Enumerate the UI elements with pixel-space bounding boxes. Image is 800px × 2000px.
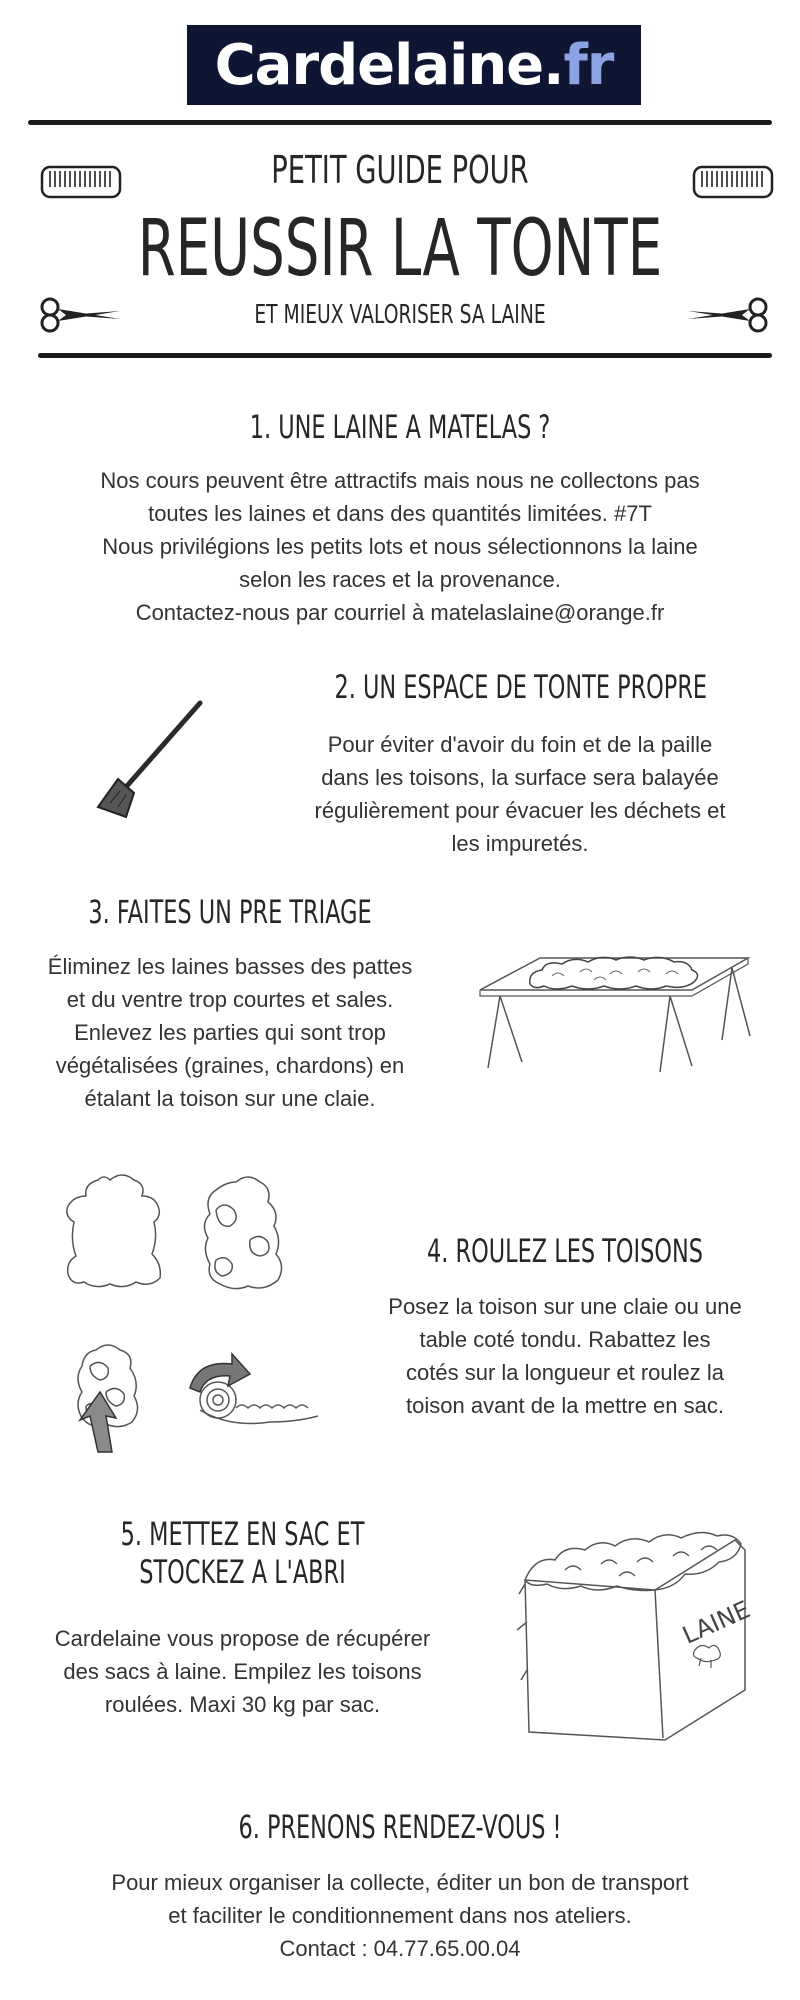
section-1-title: 1. UNE LAINE A MATELAS ? bbox=[249, 408, 551, 446]
scissors-icon bbox=[686, 295, 770, 335]
broom-icon bbox=[90, 695, 210, 825]
title-line: STOCKEZ A L'ABRI bbox=[139, 1553, 346, 1592]
fleece-rolling-illustration bbox=[50, 1160, 340, 1505]
text-line: toutes les laines et dans des quantités limitées. #7T bbox=[148, 501, 652, 526]
text-line: les impuretés. bbox=[451, 831, 589, 856]
phone-link[interactable]: Contact : 04.77.65.00.04 bbox=[279, 1936, 521, 1961]
page-title: REUSSIR LA TONTE bbox=[137, 204, 663, 294]
text-line: Posez la toison sur une claie ou une bbox=[388, 1294, 742, 1319]
text-line: Éliminez les laines basses des pattes bbox=[47, 954, 413, 979]
bag-label: LAINE bbox=[678, 1595, 755, 1650]
section-1-body bbox=[0, 464, 800, 629]
section-4-body bbox=[345, 1290, 785, 1422]
header-top-rule bbox=[28, 120, 772, 125]
text-line: Cardelaine vous propose de récupérer bbox=[54, 1626, 431, 1651]
scissors-icon bbox=[38, 295, 122, 335]
text-line: Nous privilégions les petits lots et nous sélectionnons la laine bbox=[102, 534, 698, 559]
text-line: végétalisées (graines, chardons) en bbox=[55, 1053, 405, 1078]
header-subtitle-top: PETIT GUIDE POUR bbox=[271, 148, 529, 192]
text-line: Nos cours peuvent être attractifs mais nous ne collectons pas bbox=[100, 468, 700, 493]
section-3-title: 3. FAITES UN PRE TRIAGE bbox=[88, 893, 372, 931]
section-4-title: 4. ROULEZ LES TOISONS bbox=[427, 1232, 703, 1270]
brand-tld: fr bbox=[563, 32, 614, 98]
header-bottom-rule bbox=[38, 353, 772, 358]
section-3-body bbox=[0, 950, 460, 1115]
section-2-body bbox=[255, 728, 785, 860]
comb-icon bbox=[692, 165, 774, 201]
text-line: Pour éviter d'avoir du foin et de la paille bbox=[327, 732, 713, 757]
section-5-title bbox=[73, 1515, 413, 1592]
wool-bag-illustration bbox=[505, 1520, 775, 1750]
text-line: roulées. Maxi 30 kg par sac. bbox=[104, 1692, 381, 1717]
brand-name: Cardelaine. bbox=[214, 32, 564, 98]
text-line: des sacs à laine. Empilez les toisons bbox=[63, 1659, 422, 1684]
email-link[interactable]: Contactez-nous par courriel à matelaslaine@orange.fr bbox=[135, 600, 665, 625]
text-line: étalant la toison sur une claie. bbox=[84, 1086, 376, 1111]
text-line: et du ventre trop courtes et sales. bbox=[66, 987, 394, 1012]
section-6-title: 6. PRENONS RENDEZ-VOUS ! bbox=[238, 1808, 562, 1846]
fleece-on-table-illustration bbox=[470, 940, 760, 1085]
text-line: régulièrement pour évacuer les déchets et bbox=[314, 798, 726, 823]
text-line: Enlevez les parties qui sont trop bbox=[74, 1020, 386, 1045]
text-line: cotés sur la longueur et roulez la bbox=[406, 1360, 724, 1385]
text-line: et faciliter le conditionnement dans nos ateliers. bbox=[168, 1903, 632, 1928]
text-line: toison avant de la mettre en sac. bbox=[406, 1393, 724, 1418]
header-subtitle-bottom: ET MIEUX VALORISER SA LAINE bbox=[254, 300, 546, 330]
section-6-body bbox=[0, 1866, 800, 1965]
section-5-body bbox=[0, 1622, 485, 1721]
text-line: dans les toisons, la surface sera balayée bbox=[321, 765, 719, 790]
comb-icon bbox=[40, 165, 122, 201]
title-line: 5. METTEZ EN SAC ET bbox=[120, 1515, 365, 1553]
text-line: selon les races et la provenance. bbox=[239, 567, 561, 592]
text-line: Pour mieux organiser la collecte, éditer un bon de transport bbox=[111, 1870, 689, 1895]
section-2-title: 2. UN ESPACE DE TONTE PROPRE bbox=[334, 668, 708, 706]
text-line: table coté tondu. Rabattez les bbox=[419, 1327, 711, 1352]
brand-logo[interactable] bbox=[187, 25, 641, 105]
